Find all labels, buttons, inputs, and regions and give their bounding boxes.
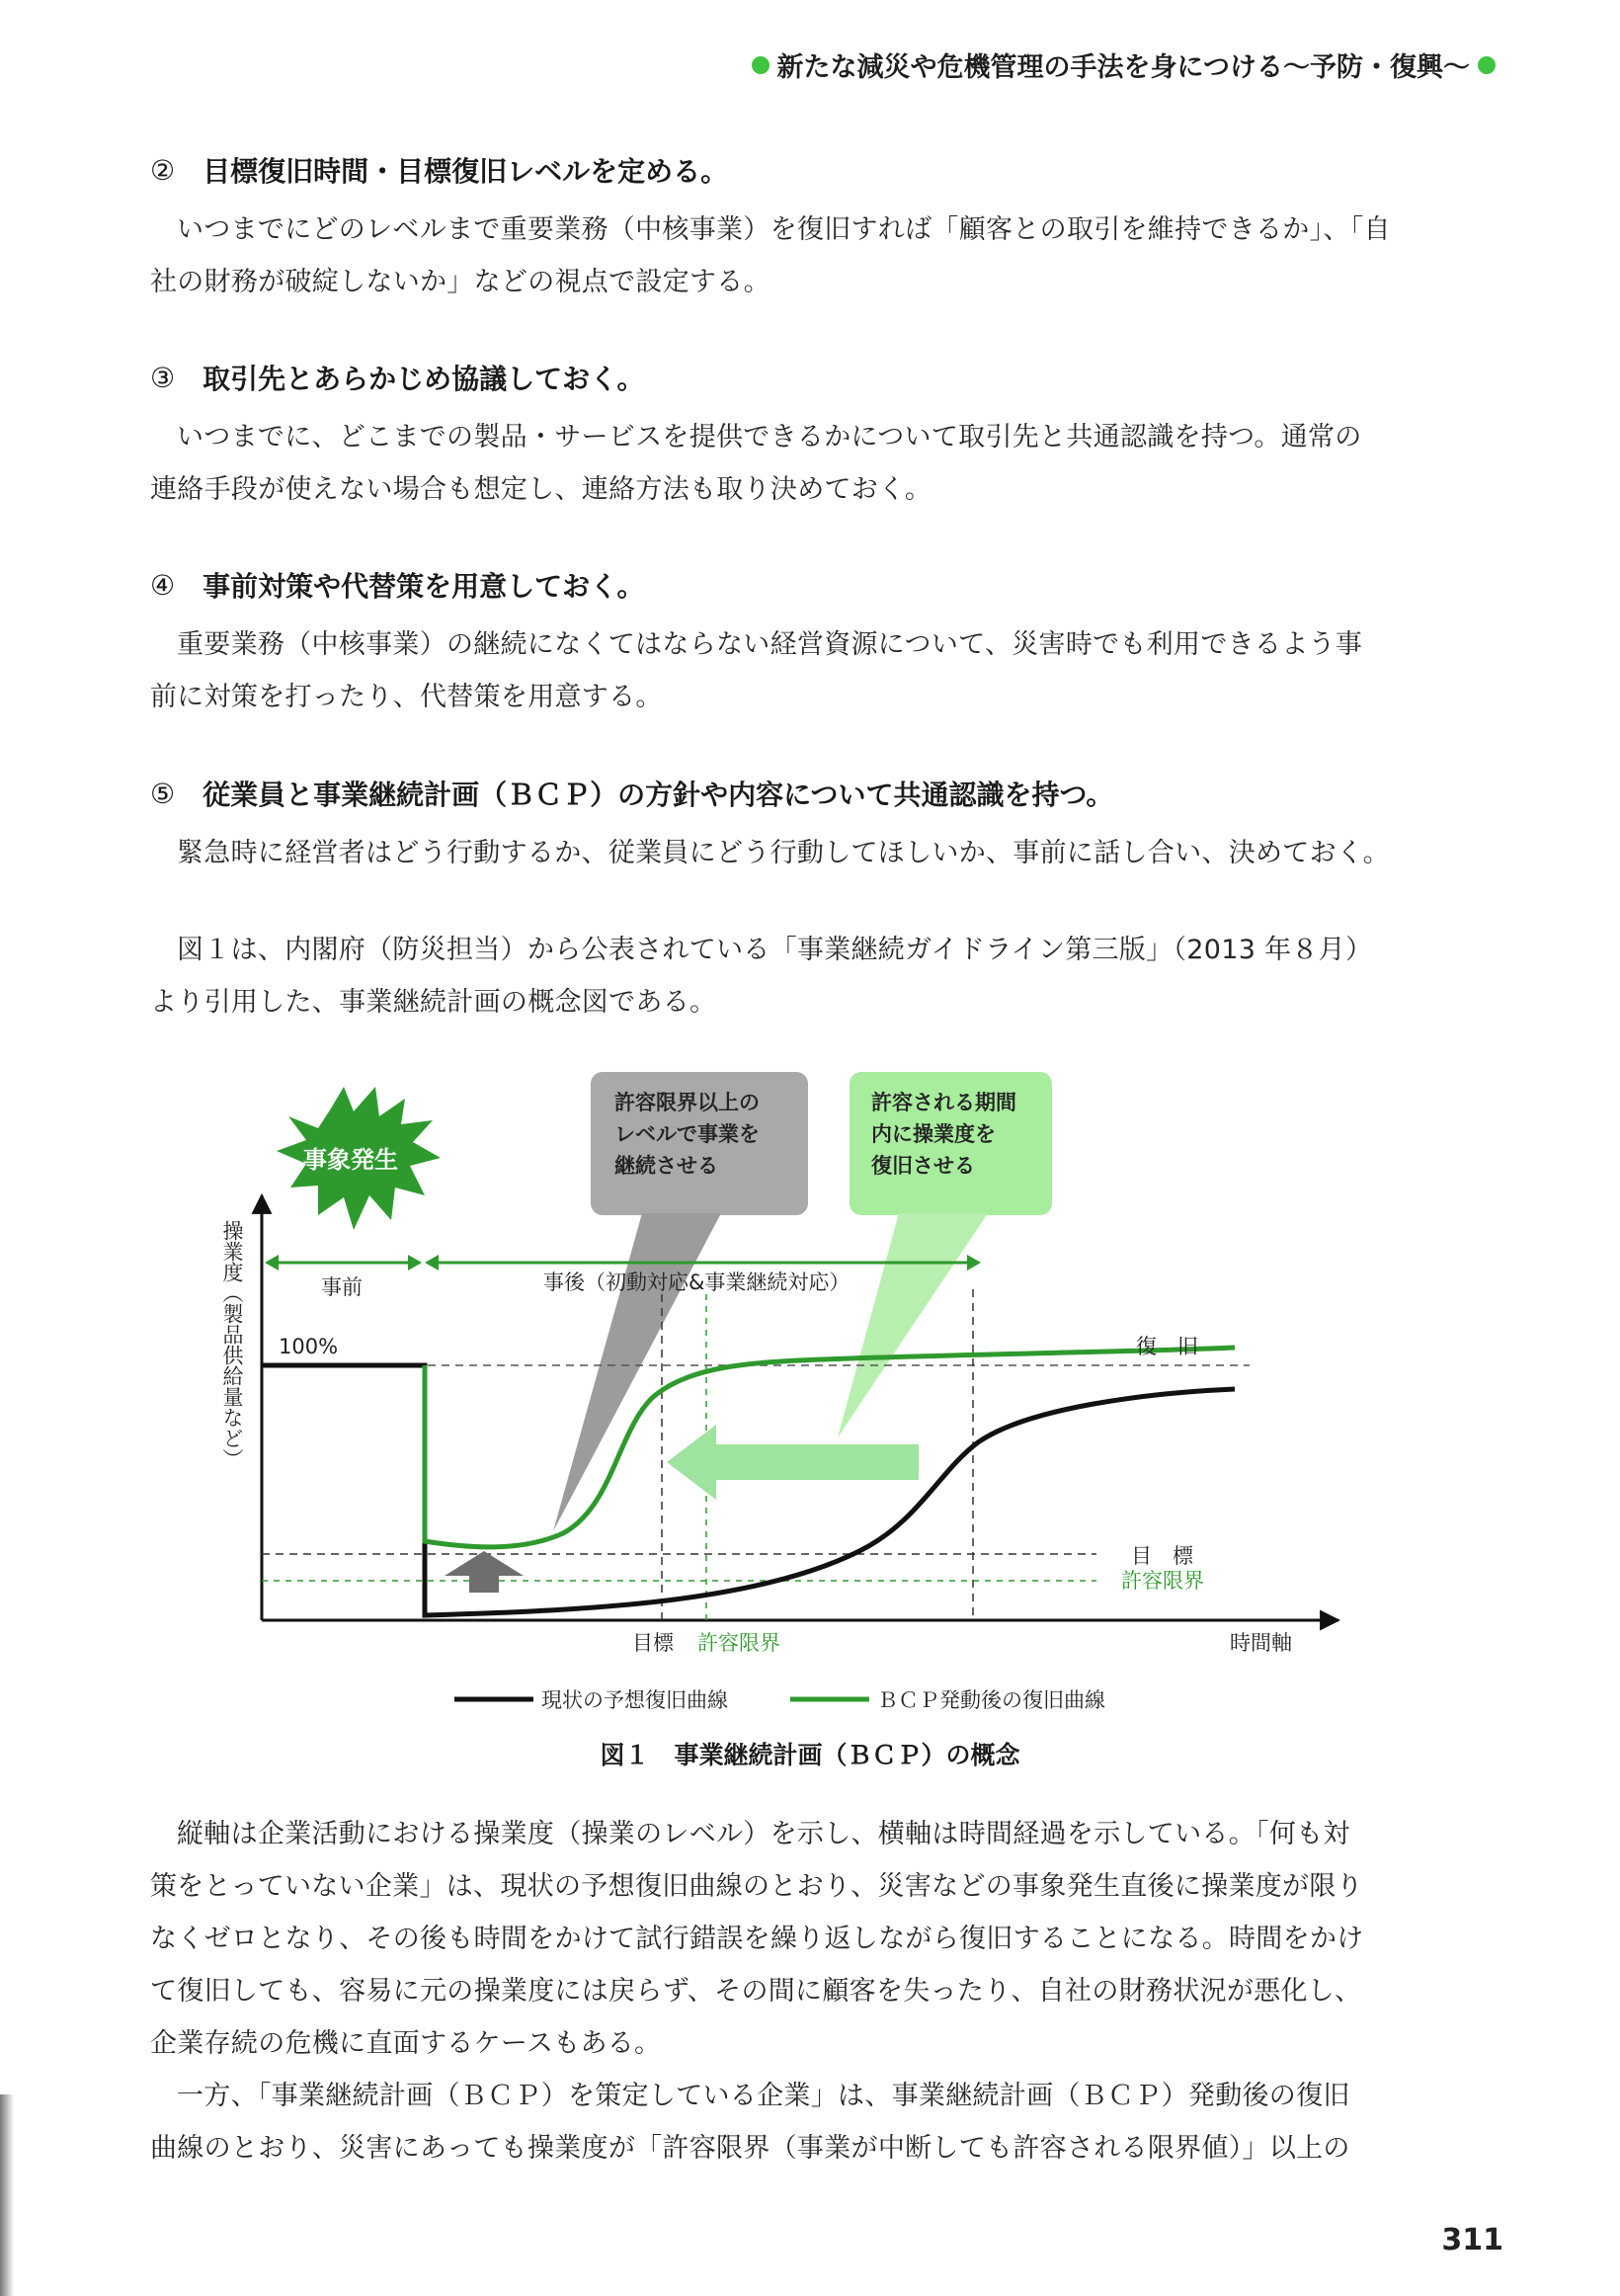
section-title (150, 150, 1395, 190)
legend-current-label: 現状の予想復旧曲線 (541, 1688, 728, 1712)
paragraph-line: 縦軸は企業活動における操業度（操業のレベル）を示し、横軸は時間経過を示している。「何も対 (177, 1819, 1350, 1849)
section-number: ④ (150, 568, 176, 602)
paragraph-line: なくゼロとなり、その後も時間をかけて試行錯誤を繰り返しながら復旧することになる。時間をかけ (150, 1924, 1364, 1954)
section-5 (150, 774, 1395, 879)
section-title (150, 358, 1395, 397)
section-title (150, 774, 1395, 813)
bullet-dot-icon (1478, 56, 1496, 74)
section-heading: 従業員と事業継続計画（ＢＣＰ）の方針や内容について共通認識を持つ。 (202, 779, 1114, 811)
gray-callout-line: 継続させる (614, 1154, 718, 1178)
section-heading: 事前対策や代替策を用意しておく。 (202, 570, 645, 603)
paragraph-line: いつまでに、どこまでの製品・サービスを提供できるかについて取引先と共通認識を持つ。通常の (177, 422, 1362, 452)
section-3 (150, 358, 1395, 516)
green-callout-line: 復旧させる (871, 1154, 975, 1178)
paragraph-line: 曲線のとおり、災害にあっても操業度が「許容限界（事業が中断しても許容される限界値）」以上の (150, 2133, 1350, 2164)
legend-bcp-label: ＢＣＰ発動後の復旧曲線 (877, 1688, 1105, 1712)
tolerance-label: 許容限界 (1121, 1569, 1204, 1593)
y-axis-label: 操業度（製品供給量など） (220, 1220, 244, 1469)
paragraph-line: て復旧しても、容易に元の操業度には戻らず、その間に顧客を失ったり、自社の財務状況が悪化し、 (150, 1976, 1362, 2007)
page-number: 311 (1441, 2223, 1503, 2257)
recovery-label: 復 旧 (1136, 1335, 1198, 1358)
section-number: ⑤ (150, 777, 176, 810)
shift-left-arrow-icon (667, 1425, 919, 1500)
section-heading: 取引先とあらかじめ協議しておく。 (202, 363, 645, 395)
bcp-paragraph (150, 2070, 1395, 2174)
intro-paragraph (150, 924, 1395, 1028)
paragraph-line: より引用した、事業継続計画の概念図である。 (150, 987, 717, 1018)
green-callout-line: 許容される期間 (871, 1091, 1016, 1114)
x-target-label: 目標 (632, 1631, 674, 1655)
running-head (752, 45, 1496, 84)
paragraph-line: 図１は、内閣府（防災担当）から公表されている「事業継続ガイドライン第三版」（2013 年８月） (177, 935, 1373, 965)
gray-callout-line: 許容限界以上の (614, 1091, 760, 1114)
current-recovery-curve (262, 1365, 1235, 1615)
section-4 (150, 565, 1395, 723)
paragraph-line: 策をとっていない企業」は、現状の予想復旧曲線のとおり、災害などの事象発生直後に操業度が限り (150, 1871, 1363, 1902)
explanation-paragraph (150, 1808, 1395, 2070)
up-arrow-icon (445, 1551, 524, 1593)
green-callout-line: 内に操業度を (871, 1122, 996, 1146)
figure-caption: 図１ 事業継続計画（ＢＣＰ）の概念 (600, 1741, 1020, 1769)
target-label: 目 標 (1131, 1544, 1193, 1568)
section-number: ② (150, 153, 176, 187)
page-edge-shadow (0, 2094, 14, 2296)
event-burst-label: 事象発生 (303, 1146, 398, 1174)
paragraph-line: いつまでにどのレベルまで重要業務（中核事業）を復旧すれば「顧客との取引を維持できるか」、「自 (177, 214, 1391, 245)
hundred-percent-label: 100% (279, 1335, 339, 1358)
section-number: ③ (150, 361, 176, 394)
paragraph-line: 連絡手段が使えない場合も想定し、連絡方法も取り決めておく。 (150, 474, 932, 505)
section-heading: 目標復旧時間・目標復旧レベルを定める。 (202, 155, 729, 188)
section-title (150, 565, 1395, 605)
x-tolerance-label: 許容限界 (697, 1631, 780, 1655)
paragraph-line: 企業存続の危機に直面するケースもある。 (150, 2028, 662, 2059)
bcp-concept-figure (207, 1057, 1373, 1768)
paragraph-line: 社の財務が破綻しないか」などの視点で設定する。 (150, 267, 770, 297)
running-head-text: 新たな減災や危機管理の手法を身につける〜予防・復興〜 (776, 52, 1470, 83)
paragraph-line: 一方、「事業継続計画（ＢＣＰ）を策定している企業」は、事業継続計画（ＢＣＰ）発動後の復旧 (177, 2081, 1350, 2111)
paragraph-line: 前に対策を打ったり、代替策を用意する。 (150, 682, 663, 712)
paragraph-line: 緊急時に経営者はどう行動するか、従業員にどう行動してほしいか、事前に話し合い、決めておく。 (177, 838, 1390, 868)
before-label: 事前 (321, 1275, 363, 1299)
section-2 (150, 150, 1395, 308)
x-axis-label: 時間軸 (1230, 1631, 1292, 1655)
gray-callout-line: レベルで事業を (614, 1122, 760, 1146)
bullet-dot-icon (752, 56, 770, 74)
after-label: 事後（初動対応&事業継続対応） (543, 1271, 850, 1294)
green-callout-pointer (838, 1213, 988, 1437)
paragraph-line: 重要業務（中核事業）の継続になくてはならない経営資源について、災害時でも利用できるよう事 (177, 629, 1363, 660)
